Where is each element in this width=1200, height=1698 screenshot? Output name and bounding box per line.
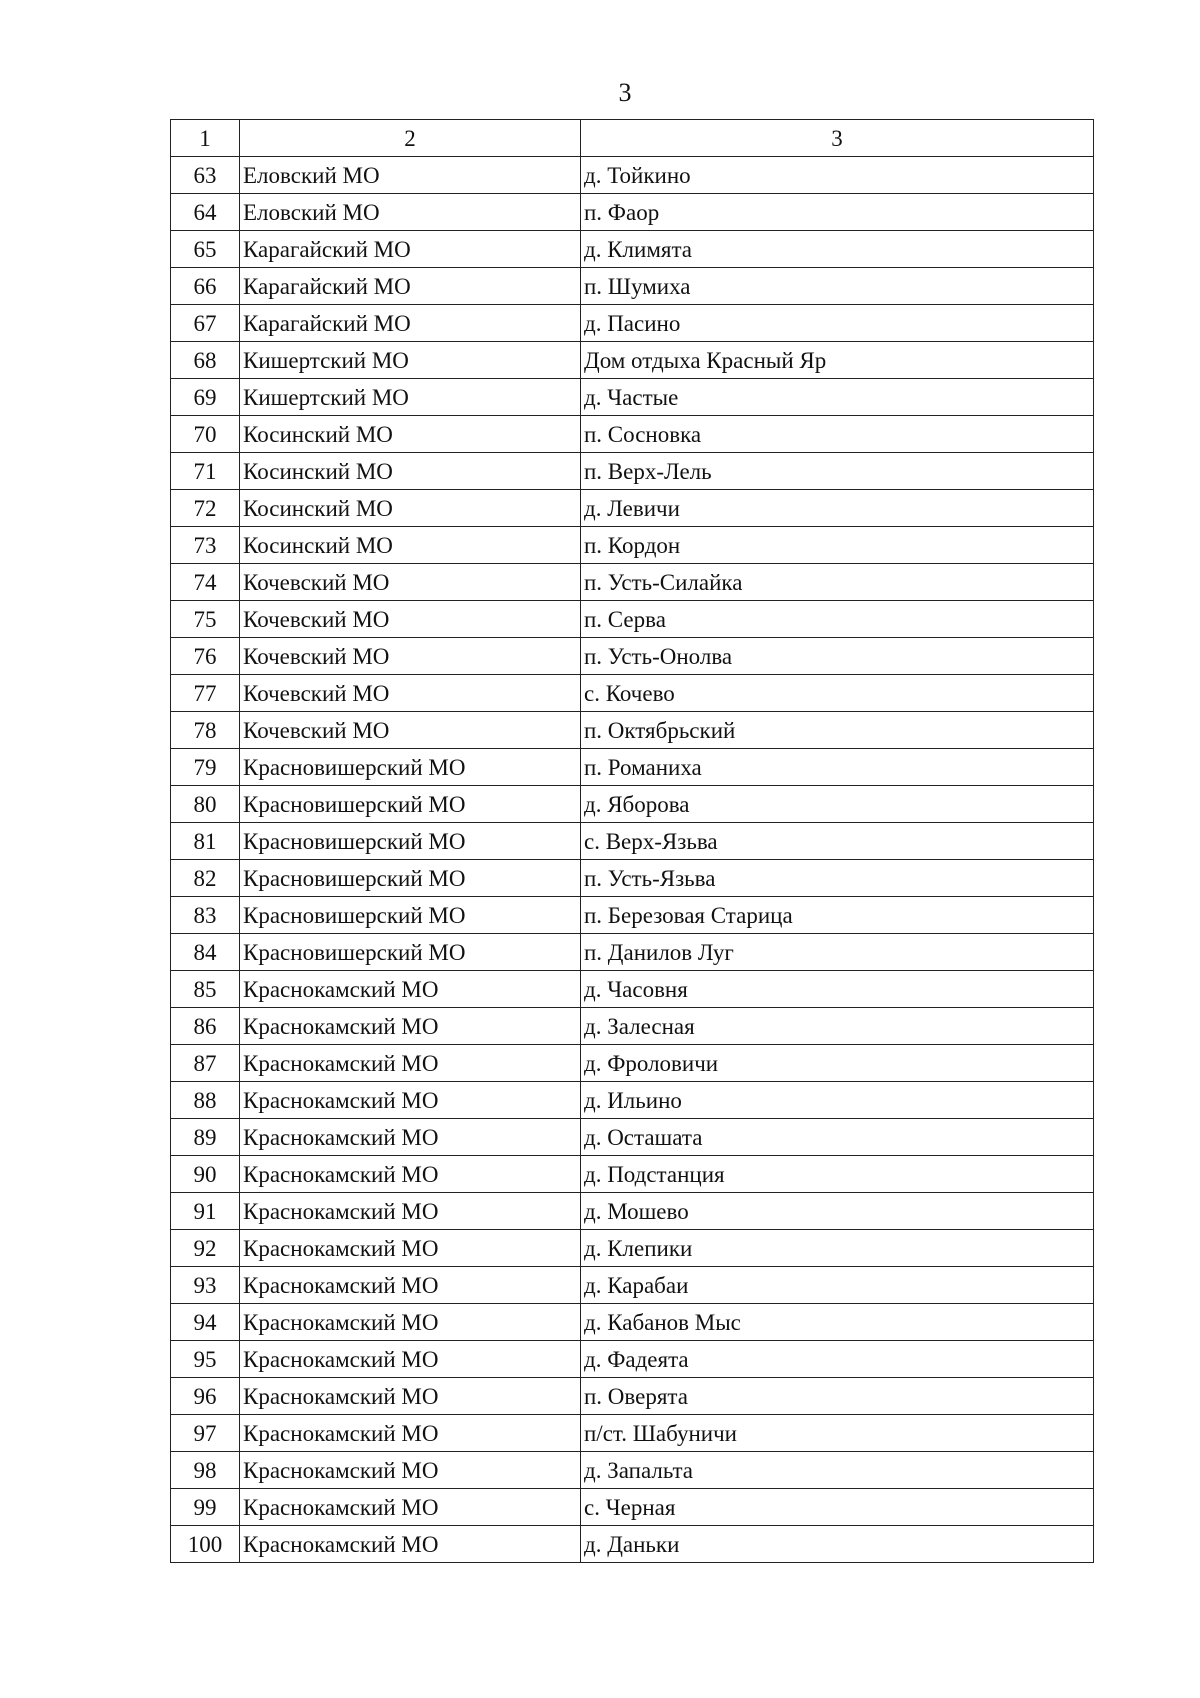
table-row <box>171 971 1094 1008</box>
cell-municipality: Еловский МО <box>240 194 581 231</box>
cell-settlement: д. Запальта <box>581 1452 1094 1489</box>
cell-settlement: д. Тойкино <box>581 157 1094 194</box>
cell-settlement: д. Часовня <box>581 971 1094 1008</box>
table-row <box>171 1156 1094 1193</box>
cell-settlement: д. Яборова <box>581 786 1094 823</box>
cell-number: 83 <box>171 897 240 934</box>
cell-number: 87 <box>171 1045 240 1082</box>
table-row <box>171 675 1094 712</box>
cell-number: 67 <box>171 305 240 342</box>
cell-municipality: Краснокамский МО <box>240 1045 581 1082</box>
cell-number: 65 <box>171 231 240 268</box>
page-number: 3 <box>618 78 632 107</box>
column-header-settlement: 3 <box>581 120 1094 157</box>
cell-settlement: п. Оверята <box>581 1378 1094 1415</box>
cell-settlement: д. Подстанция <box>581 1156 1094 1193</box>
table-header-row <box>171 120 1094 157</box>
table-row <box>171 1378 1094 1415</box>
table-row <box>171 1119 1094 1156</box>
cell-number: 71 <box>171 453 240 490</box>
column-header-municipality: 2 <box>240 120 581 157</box>
table-row <box>171 1082 1094 1119</box>
cell-number: 76 <box>171 638 240 675</box>
cell-municipality: Краснокамский МО <box>240 1008 581 1045</box>
cell-settlement: п. Романиха <box>581 749 1094 786</box>
table-row <box>171 934 1094 971</box>
table-row <box>171 379 1094 416</box>
cell-municipality: Косинский МО <box>240 453 581 490</box>
cell-settlement: п. Октябрьский <box>581 712 1094 749</box>
table-row <box>171 638 1094 675</box>
cell-number: 92 <box>171 1230 240 1267</box>
cell-number: 64 <box>171 194 240 231</box>
cell-number: 73 <box>171 527 240 564</box>
table-row <box>171 564 1094 601</box>
table-row <box>171 416 1094 453</box>
cell-municipality: Краснокамский МО <box>240 1304 581 1341</box>
cell-municipality: Кишертский МО <box>240 379 581 416</box>
cell-municipality: Краснокамский МО <box>240 1452 581 1489</box>
cell-municipality: Краснокамский МО <box>240 1489 581 1526</box>
table-row <box>171 1045 1094 1082</box>
cell-settlement: с. Черная <box>581 1489 1094 1526</box>
cell-settlement: п. Усть-Онолва <box>581 638 1094 675</box>
cell-municipality: Карагайский МО <box>240 268 581 305</box>
cell-number: 100 <box>171 1526 240 1563</box>
cell-number: 98 <box>171 1452 240 1489</box>
cell-municipality: Красновишерский МО <box>240 749 581 786</box>
cell-municipality: Краснокамский МО <box>240 1267 581 1304</box>
table-row <box>171 1008 1094 1045</box>
cell-settlement: п. Данилов Луг <box>581 934 1094 971</box>
cell-municipality: Красновишерский МО <box>240 823 581 860</box>
table-row <box>171 1526 1094 1563</box>
cell-number: 84 <box>171 934 240 971</box>
table-row <box>171 712 1094 749</box>
cell-municipality: Косинский МО <box>240 490 581 527</box>
cell-number: 85 <box>171 971 240 1008</box>
cell-municipality: Косинский МО <box>240 416 581 453</box>
table-row <box>171 342 1094 379</box>
table-row <box>171 1341 1094 1378</box>
cell-municipality: Краснокамский МО <box>240 1156 581 1193</box>
cell-municipality: Кочевский МО <box>240 638 581 675</box>
cell-municipality: Кочевский МО <box>240 564 581 601</box>
table-row <box>171 527 1094 564</box>
cell-municipality: Краснокамский МО <box>240 1119 581 1156</box>
cell-number: 77 <box>171 675 240 712</box>
cell-municipality: Краснокамский МО <box>240 1378 581 1415</box>
table-row <box>171 860 1094 897</box>
cell-number: 69 <box>171 379 240 416</box>
column-header-number: 1 <box>171 120 240 157</box>
cell-municipality: Косинский МО <box>240 527 581 564</box>
cell-settlement: д. Левичи <box>581 490 1094 527</box>
cell-municipality: Кишертский МО <box>240 342 581 379</box>
table-row <box>171 749 1094 786</box>
cell-municipality: Красновишерский МО <box>240 860 581 897</box>
table-row <box>171 1267 1094 1304</box>
cell-municipality: Краснокамский МО <box>240 1193 581 1230</box>
cell-number: 93 <box>171 1267 240 1304</box>
cell-number: 78 <box>171 712 240 749</box>
table-row <box>171 268 1094 305</box>
cell-number: 80 <box>171 786 240 823</box>
cell-settlement: с. Кочево <box>581 675 1094 712</box>
cell-municipality: Красновишерский МО <box>240 897 581 934</box>
cell-settlement: д. Фадеята <box>581 1341 1094 1378</box>
cell-number: 82 <box>171 860 240 897</box>
cell-number: 96 <box>171 1378 240 1415</box>
table-row <box>171 1452 1094 1489</box>
table-row <box>171 305 1094 342</box>
cell-municipality: Красновишерский МО <box>240 934 581 971</box>
cell-settlement: д. Ильино <box>581 1082 1094 1119</box>
table-row <box>171 1304 1094 1341</box>
cell-number: 91 <box>171 1193 240 1230</box>
cell-settlement: д. Частые <box>581 379 1094 416</box>
cell-number: 81 <box>171 823 240 860</box>
table-row <box>171 194 1094 231</box>
cell-settlement: п. Фаор <box>581 194 1094 231</box>
cell-settlement: д. Пасино <box>581 305 1094 342</box>
cell-number: 68 <box>171 342 240 379</box>
cell-number: 97 <box>171 1415 240 1452</box>
cell-number: 88 <box>171 1082 240 1119</box>
cell-number: 89 <box>171 1119 240 1156</box>
table-row <box>171 823 1094 860</box>
cell-municipality: Краснокамский МО <box>240 1082 581 1119</box>
cell-municipality: Краснокамский МО <box>240 1341 581 1378</box>
cell-settlement: п. Сосновка <box>581 416 1094 453</box>
table-row <box>171 1230 1094 1267</box>
table-row <box>171 786 1094 823</box>
cell-settlement: п. Шумиха <box>581 268 1094 305</box>
cell-municipality: Краснокамский МО <box>240 1415 581 1452</box>
cell-settlement: п. Верх-Лель <box>581 453 1094 490</box>
table-row <box>171 1489 1094 1526</box>
cell-number: 86 <box>171 1008 240 1045</box>
cell-number: 79 <box>171 749 240 786</box>
table-row <box>171 157 1094 194</box>
cell-settlement: п. Кордон <box>581 527 1094 564</box>
cell-settlement: д. Залесная <box>581 1008 1094 1045</box>
cell-settlement: п. Усть-Язьва <box>581 860 1094 897</box>
cell-number: 74 <box>171 564 240 601</box>
cell-number: 63 <box>171 157 240 194</box>
cell-settlement: п. Усть-Силайка <box>581 564 1094 601</box>
cell-municipality: Краснокамский МО <box>240 1526 581 1563</box>
cell-number: 72 <box>171 490 240 527</box>
cell-number: 66 <box>171 268 240 305</box>
cell-number: 90 <box>171 1156 240 1193</box>
cell-settlement: Дом отдыха Красный Яр <box>581 342 1094 379</box>
cell-municipality: Краснокамский МО <box>240 1230 581 1267</box>
cell-settlement: п/ст. Шабуничи <box>581 1415 1094 1452</box>
table-row <box>171 453 1094 490</box>
cell-municipality: Карагайский МО <box>240 305 581 342</box>
cell-number: 95 <box>171 1341 240 1378</box>
table-row <box>171 897 1094 934</box>
table-row <box>171 601 1094 638</box>
cell-settlement: д. Мошево <box>581 1193 1094 1230</box>
cell-settlement: д. Осташата <box>581 1119 1094 1156</box>
table-row <box>171 231 1094 268</box>
cell-municipality: Кочевский МО <box>240 601 581 638</box>
cell-settlement: д. Даньки <box>581 1526 1094 1563</box>
cell-number: 94 <box>171 1304 240 1341</box>
table-row <box>171 1415 1094 1452</box>
cell-settlement: д. Фроловичи <box>581 1045 1094 1082</box>
cell-settlement: п. Серва <box>581 601 1094 638</box>
cell-settlement: д. Клепики <box>581 1230 1094 1267</box>
cell-municipality: Еловский МО <box>240 157 581 194</box>
cell-municipality: Карагайский МО <box>240 231 581 268</box>
settlements-table <box>170 119 1094 1563</box>
table-row <box>171 1193 1094 1230</box>
cell-municipality: Красновишерский МО <box>240 786 581 823</box>
cell-settlement: д. Кабанов Мыс <box>581 1304 1094 1341</box>
cell-number: 70 <box>171 416 240 453</box>
cell-municipality: Кочевский МО <box>240 712 581 749</box>
table-body <box>171 157 1094 1563</box>
cell-municipality: Краснокамский МО <box>240 971 581 1008</box>
cell-settlement: с. Верх-Язьва <box>581 823 1094 860</box>
cell-settlement: п. Березовая Старица <box>581 897 1094 934</box>
table-row <box>171 490 1094 527</box>
cell-settlement: д. Климята <box>581 231 1094 268</box>
cell-municipality: Кочевский МО <box>240 675 581 712</box>
cell-settlement: д. Карабаи <box>581 1267 1094 1304</box>
cell-number: 99 <box>171 1489 240 1526</box>
cell-number: 75 <box>171 601 240 638</box>
